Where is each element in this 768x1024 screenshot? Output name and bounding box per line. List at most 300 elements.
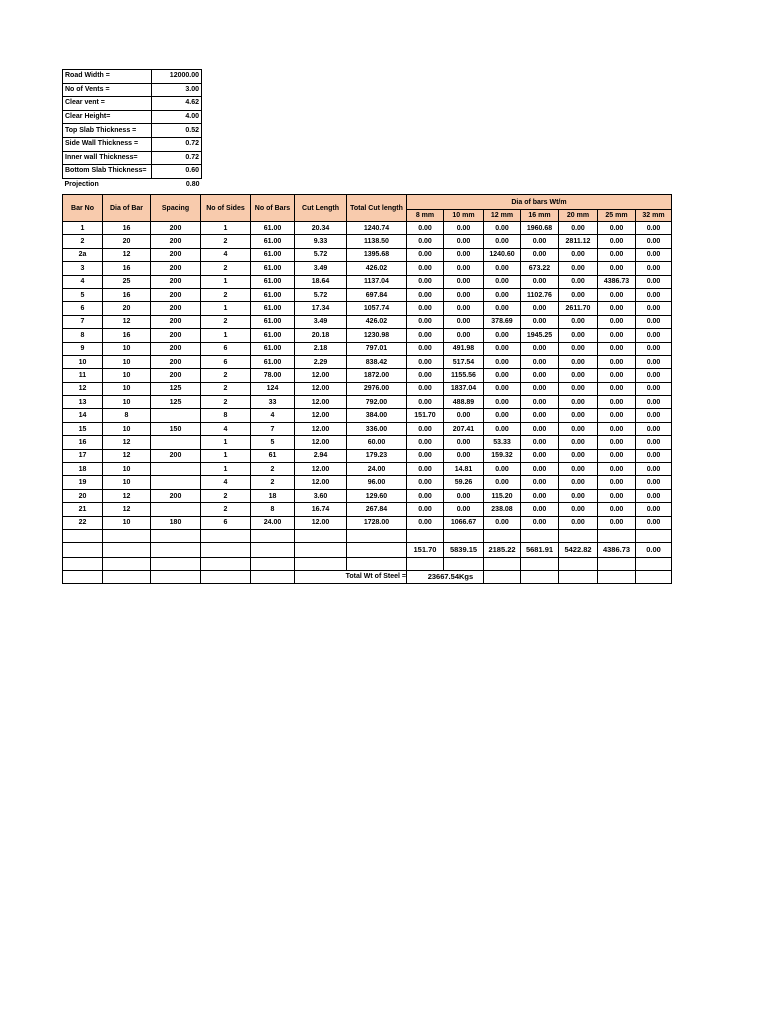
param-label: Side Wall Thickness =: [63, 137, 152, 151]
empty-cell: [151, 542, 201, 557]
empty-cell: [63, 542, 103, 557]
table-row: [63, 248, 672, 261]
empty-cell: [407, 529, 444, 542]
table-cell: 200: [151, 288, 201, 301]
table-cell: 0.00: [559, 275, 598, 288]
table-cell: 200: [151, 329, 201, 342]
table-cell: 0.00: [521, 436, 559, 449]
table-cell: 5.72: [295, 248, 347, 261]
table-cell: 96.00: [347, 476, 407, 489]
empty-cell: [151, 557, 201, 570]
empty-cell: [63, 570, 103, 583]
table-cell: 150: [151, 422, 201, 435]
param-label: No of Vents =: [63, 83, 152, 97]
param-row: [63, 110, 202, 124]
table-cell: 0.00: [559, 463, 598, 476]
table-row: [63, 355, 672, 368]
empty-cell: [251, 529, 295, 542]
table-cell: 0.00: [598, 516, 636, 529]
table-cell: 20: [63, 489, 103, 502]
table-cell: 22: [63, 516, 103, 529]
total-weight-value-cell: [407, 570, 484, 583]
table-cell: 0.00: [484, 516, 521, 529]
table-cell: 0.00: [636, 288, 672, 301]
empty-cell: [636, 529, 672, 542]
empty-cell: [444, 529, 484, 542]
table-cell: 78.00: [251, 369, 295, 382]
blank-row: [63, 529, 672, 542]
table-cell: 8: [63, 329, 103, 342]
table-cell: 1240.60: [484, 248, 521, 261]
table-cell: 125: [151, 382, 201, 395]
table-cell: 0.00: [636, 422, 672, 435]
table-cell: 0.00: [407, 489, 444, 502]
col-header-no-of-sides: No of Sides: [201, 195, 251, 222]
table-cell: 0.00: [484, 382, 521, 395]
table-cell: 4: [63, 275, 103, 288]
table-cell: 0.00: [484, 476, 521, 489]
empty-cell: [347, 529, 407, 542]
table-cell: 697.84: [347, 288, 407, 301]
table-cell: 0.00: [407, 248, 444, 261]
bar-schedule-table: [62, 194, 672, 584]
param-value: 0.52: [152, 124, 202, 138]
table-cell: 797.01: [347, 342, 407, 355]
param-row: [63, 178, 202, 191]
table-cell: 4: [201, 476, 251, 489]
table-cell: 200: [151, 262, 201, 275]
col-header-dia: 32 mm: [636, 210, 672, 222]
table-cell: 0.00: [636, 396, 672, 409]
table-cell: 0.00: [636, 503, 672, 516]
table-cell: 0.00: [636, 342, 672, 355]
table-cell: 792.00: [347, 396, 407, 409]
total-weight-unit: Kgs: [459, 572, 474, 582]
empty-cell: [598, 529, 636, 542]
total-weight-value: 23667.54: [427, 572, 459, 582]
empty-cell: [103, 570, 151, 583]
table-row: [63, 315, 672, 328]
table-cell: 12.00: [295, 436, 347, 449]
col-header-cut-length: Cut Length: [295, 195, 347, 222]
table-cell: 3: [63, 262, 103, 275]
table-cell: 11: [63, 369, 103, 382]
table-cell: 0.00: [636, 248, 672, 261]
table-cell: 6: [201, 342, 251, 355]
table-cell: 0.00: [636, 449, 672, 462]
table-cell: 12.00: [295, 516, 347, 529]
table-cell: [151, 436, 201, 449]
table-cell: 10: [103, 369, 151, 382]
table-cell: 1155.56: [444, 369, 484, 382]
table-row: [63, 396, 672, 409]
table-cell: 20: [103, 302, 151, 315]
table-cell: 0.00: [636, 382, 672, 395]
table-cell: 10: [63, 355, 103, 368]
table-cell: 2: [251, 463, 295, 476]
table-cell: 19: [63, 476, 103, 489]
total-weight-label: Total Wt of Steel =: [295, 570, 407, 583]
table-cell: 0.00: [484, 329, 521, 342]
empty-cell: [63, 529, 103, 542]
table-cell: 16: [103, 288, 151, 301]
table-cell: 0.00: [521, 449, 559, 462]
table-cell: 12: [103, 436, 151, 449]
table-cell: 12: [103, 248, 151, 261]
table-cell: 180: [151, 516, 201, 529]
table-cell: 0.00: [636, 476, 672, 489]
empty-cell: [521, 529, 559, 542]
table-cell: 0.00: [484, 288, 521, 301]
table-cell: 0.00: [636, 302, 672, 315]
empty-cell: [295, 529, 347, 542]
blank-row: [63, 557, 672, 570]
table-cell: 12.00: [295, 382, 347, 395]
param-label: Inner wall Thickness=: [63, 151, 152, 165]
table-cell: 0.00: [521, 342, 559, 355]
table-cell: 17: [63, 449, 103, 462]
col-header-dia: 20 mm: [559, 210, 598, 222]
table-cell: 159.32: [484, 449, 521, 462]
table-cell: 7: [63, 315, 103, 328]
table-cell: 0.00: [598, 315, 636, 328]
table-row: [63, 382, 672, 395]
table-cell: 0.00: [407, 449, 444, 462]
table-cell: 7: [251, 422, 295, 435]
table-cell: 0.00: [444, 409, 484, 422]
table-cell: [151, 409, 201, 422]
table-cell: 61.00: [251, 262, 295, 275]
table-cell: 0.00: [484, 355, 521, 368]
table-cell: 0.00: [521, 463, 559, 476]
table-cell: 0.00: [407, 235, 444, 248]
table-cell: 4: [201, 422, 251, 435]
table-cell: 200: [151, 342, 201, 355]
table-cell: 200: [151, 315, 201, 328]
table-row: [63, 288, 672, 301]
table-cell: 1872.00: [347, 369, 407, 382]
table-cell: 12.00: [295, 409, 347, 422]
table-cell: 3.49: [295, 262, 347, 275]
table-cell: 12: [63, 382, 103, 395]
table-cell: 0.00: [598, 409, 636, 422]
empty-cell: [407, 557, 444, 570]
table-cell: 10: [103, 422, 151, 435]
col-header-dia-of-bar: Dia of Bar: [103, 195, 151, 222]
table-cell: 0.00: [559, 355, 598, 368]
table-cell: 6: [201, 516, 251, 529]
table-cell: 1137.04: [347, 275, 407, 288]
table-cell: 0.00: [636, 222, 672, 235]
table-cell: 0.00: [559, 503, 598, 516]
table-cell: 0.00: [598, 422, 636, 435]
table-cell: 0.00: [559, 382, 598, 395]
table-cell: 25: [103, 275, 151, 288]
table-cell: 1: [201, 302, 251, 315]
table-cell: 0.00: [598, 329, 636, 342]
table-cell: 13: [63, 396, 103, 409]
table-cell: 1960.68: [521, 222, 559, 235]
empty-cell: [201, 570, 251, 583]
table-cell: 0.00: [636, 409, 672, 422]
table-row: [63, 342, 672, 355]
empty-cell: [201, 529, 251, 542]
table-cell: 61.00: [251, 315, 295, 328]
param-label: Top Slab Thickness =: [63, 124, 152, 138]
table-cell: 125: [151, 396, 201, 409]
table-cell: 0.00: [484, 342, 521, 355]
total-cell: 4386.73: [598, 542, 636, 557]
table-cell: 61.00: [251, 342, 295, 355]
total-cell: 5681.91: [521, 542, 559, 557]
table-cell: 12: [103, 503, 151, 516]
table-cell: 115.20: [484, 489, 521, 502]
table-row: [63, 449, 672, 462]
table-cell: 61.00: [251, 222, 295, 235]
table-cell: 5: [251, 436, 295, 449]
param-value: 0.60: [152, 165, 202, 179]
table-row: [63, 235, 672, 248]
table-cell: 0.00: [484, 262, 521, 275]
table-cell: 0.00: [407, 342, 444, 355]
table-cell: 59.26: [444, 476, 484, 489]
param-label: Clear vent =: [63, 97, 152, 111]
table-cell: 16: [103, 262, 151, 275]
table-cell: 0.00: [559, 409, 598, 422]
table-cell: 1240.74: [347, 222, 407, 235]
table-cell: 12: [103, 489, 151, 502]
param-row: [63, 124, 202, 138]
table-cell: 3.49: [295, 315, 347, 328]
table-cell: 0.00: [484, 235, 521, 248]
param-value: 4.62: [152, 97, 202, 111]
table-cell: 384.00: [347, 409, 407, 422]
table-cell: 0.00: [521, 516, 559, 529]
table-cell: 0.00: [521, 382, 559, 395]
table-cell: 17.34: [295, 302, 347, 315]
table-cell: 2: [63, 235, 103, 248]
table-cell: 12.00: [295, 476, 347, 489]
table-cell: 0.00: [598, 248, 636, 261]
table-row: [63, 476, 672, 489]
table-cell: 2: [201, 235, 251, 248]
table-cell: 12: [103, 315, 151, 328]
table-cell: 6: [201, 355, 251, 368]
table-cell: 426.02: [347, 315, 407, 328]
table-cell: 0.00: [598, 342, 636, 355]
table-cell: 1066.67: [444, 516, 484, 529]
table-cell: 21: [63, 503, 103, 516]
table-cell: 18: [251, 489, 295, 502]
table-cell: 0.00: [598, 382, 636, 395]
empty-cell: [521, 557, 559, 570]
table-cell: 9.33: [295, 235, 347, 248]
table-cell: 0.00: [636, 369, 672, 382]
table-cell: 14: [63, 409, 103, 422]
table-cell: 0.00: [521, 369, 559, 382]
table-cell: 1395.68: [347, 248, 407, 261]
table-cell: 16.74: [295, 503, 347, 516]
table-cell: 0.00: [521, 248, 559, 261]
table-cell: 10: [103, 355, 151, 368]
table-cell: 1: [201, 436, 251, 449]
table-cell: 0.00: [598, 222, 636, 235]
table-row: [63, 409, 672, 422]
table-cell: 0.00: [559, 315, 598, 328]
empty-cell: [151, 570, 201, 583]
empty-cell: [201, 557, 251, 570]
table-cell: 0.00: [484, 369, 521, 382]
table-row: [63, 489, 672, 502]
table-cell: 16: [103, 222, 151, 235]
table-cell: 18.64: [295, 275, 347, 288]
table-row: [63, 302, 672, 315]
table-cell: 0.00: [636, 275, 672, 288]
table-cell: 0.00: [444, 489, 484, 502]
table-cell: 61.00: [251, 235, 295, 248]
table-cell: 0.00: [636, 329, 672, 342]
table-cell: 0.00: [444, 275, 484, 288]
table-cell: 10: [103, 396, 151, 409]
table-cell: 8: [201, 409, 251, 422]
empty-cell: [484, 529, 521, 542]
param-label: Road Width =: [63, 70, 152, 84]
table-cell: 200: [151, 355, 201, 368]
table-cell: 0.00: [598, 302, 636, 315]
table-cell: 18: [63, 463, 103, 476]
table-cell: 61.00: [251, 275, 295, 288]
table-cell: 1138.50: [347, 235, 407, 248]
param-value: 12000.00: [152, 70, 202, 84]
table-cell: 0.00: [407, 355, 444, 368]
table-cell: 0.00: [521, 476, 559, 489]
table-cell: 0.00: [559, 422, 598, 435]
empty-cell: [598, 557, 636, 570]
table-cell: 0.00: [559, 436, 598, 449]
table-cell: 2a: [63, 248, 103, 261]
empty-cell: [598, 570, 636, 583]
table-cell: 0.00: [521, 396, 559, 409]
table-cell: 0.00: [598, 396, 636, 409]
total-weight-row: [63, 570, 672, 583]
table-cell: 61.00: [251, 288, 295, 301]
param-row: [63, 97, 202, 111]
table-cell: 124: [251, 382, 295, 395]
table-cell: 2: [201, 382, 251, 395]
table-cell: [151, 463, 201, 476]
table-cell: 0.00: [444, 248, 484, 261]
table-cell: 8: [251, 503, 295, 516]
table-cell: 0.00: [598, 503, 636, 516]
table-cell: 2: [201, 288, 251, 301]
table-cell: 0.00: [484, 222, 521, 235]
table-cell: 0.00: [559, 516, 598, 529]
table-cell: [151, 503, 201, 516]
table-cell: 15: [63, 422, 103, 435]
table-cell: 16: [63, 436, 103, 449]
empty-cell: [103, 529, 151, 542]
table-cell: 2.18: [295, 342, 347, 355]
table-cell: 5: [63, 288, 103, 301]
table-cell: 0.00: [484, 275, 521, 288]
param-row: [63, 83, 202, 97]
table-cell: 200: [151, 302, 201, 315]
table-cell: 0.00: [598, 262, 636, 275]
table-cell: 0.00: [521, 409, 559, 422]
table-cell: 426.02: [347, 262, 407, 275]
param-value: 0.80: [185, 181, 200, 189]
table-cell: 0.00: [444, 436, 484, 449]
table-cell: 2: [251, 476, 295, 489]
table-cell: 61.00: [251, 302, 295, 315]
table-cell: 5.72: [295, 288, 347, 301]
table-row: [63, 436, 672, 449]
table-cell: 0.00: [559, 449, 598, 462]
table-cell: 0.00: [407, 382, 444, 395]
table-row: [63, 369, 672, 382]
table-cell: 0.00: [484, 396, 521, 409]
table-cell: 2.29: [295, 355, 347, 368]
table-cell: 200: [151, 489, 201, 502]
param-row: [63, 165, 202, 179]
table-cell: 0.00: [559, 248, 598, 261]
table-cell: 4: [201, 248, 251, 261]
table-row: [63, 275, 672, 288]
table-cell: 61.00: [251, 248, 295, 261]
table-cell: 0.00: [407, 369, 444, 382]
table-cell: 0.00: [444, 329, 484, 342]
table-cell: 0.00: [636, 463, 672, 476]
param-value: 0.72: [152, 137, 202, 151]
table-cell: 1: [63, 222, 103, 235]
empty-cell: [151, 529, 201, 542]
table-cell: 0.00: [559, 396, 598, 409]
table-cell: 2.94: [295, 449, 347, 462]
table-cell: 0.00: [598, 463, 636, 476]
empty-cell: [103, 542, 151, 557]
table-cell: 0.00: [484, 463, 521, 476]
table-cell: 1: [201, 463, 251, 476]
col-header-dia: 10 mm: [444, 210, 484, 222]
empty-cell: [559, 529, 598, 542]
empty-cell: [559, 570, 598, 583]
table-cell: 60.00: [347, 436, 407, 449]
table-cell: 61.00: [251, 329, 295, 342]
empty-cell: [636, 570, 672, 583]
table-cell: 0.00: [598, 355, 636, 368]
table-cell: 10: [103, 516, 151, 529]
table-cell: 2: [201, 503, 251, 516]
table-cell: 0.00: [407, 315, 444, 328]
table-row: [63, 329, 672, 342]
table-cell: 1: [201, 449, 251, 462]
table-cell: 4386.73: [598, 275, 636, 288]
table-cell: 0.00: [407, 329, 444, 342]
param-value: 0.72: [152, 151, 202, 165]
table-cell: 517.54: [444, 355, 484, 368]
table-cell: 10: [103, 476, 151, 489]
table-cell: 179.23: [347, 449, 407, 462]
table-row: [63, 463, 672, 476]
table-row: [63, 503, 672, 516]
empty-cell: [295, 542, 347, 557]
table-cell: 2976.00: [347, 382, 407, 395]
table-cell: 1230.98: [347, 329, 407, 342]
table-cell: 0.00: [636, 436, 672, 449]
empty-cell: [484, 557, 521, 570]
table-cell: 1: [201, 275, 251, 288]
table-cell: 1837.04: [444, 382, 484, 395]
